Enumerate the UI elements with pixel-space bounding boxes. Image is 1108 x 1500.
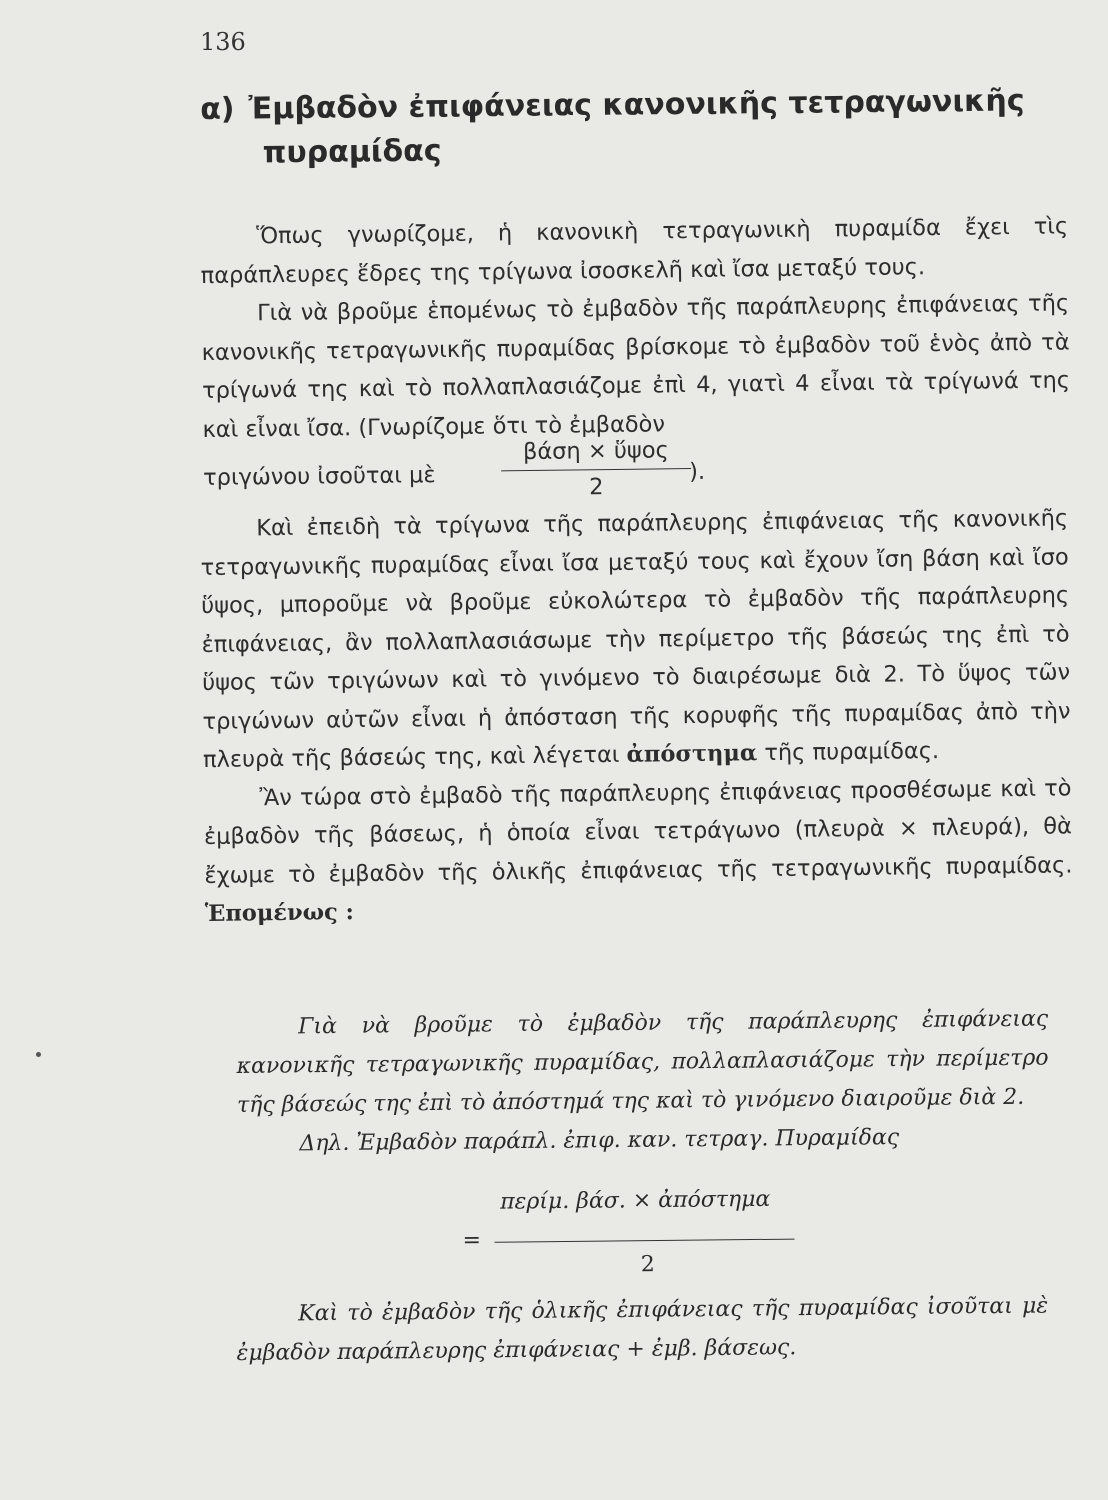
- body-block-2: [200, 499, 1073, 933]
- formula-denominator: 2: [640, 1252, 655, 1278]
- paragraph-3-text: Καὶ ἐπειδὴ τὰ τρίγωνα τῆς παράπλευρης ἐπιφάνειας τῆς κανονικῆς τετραγωνικῆς πυραμίδας εἶναι ἴσα μεταξύ τους καὶ ἔχουν ἴση βάση καὶ ἴσο ὕψος, μποροῦμε νὰ βροῦμε εὐκολώτερα τὸ ἐμβαδὸν τῆς παράπλευρης ἐπιφάνειας, ἂν πολλαπλασιάσωμε τὴν περίμετρο τῆς βάσεώς της ἐπὶ τὸ ὕψος τῶν τριγώνων καὶ τὸ γινόμενο τὸ διαιρέσωμε διὰ 2. Τὸ ὕψος τῶν τριγώνων αὐτῶν εἶναι ἡ ἀπόσταση τῆς κορυφῆς τῆς πυραμίδας ἀπὸ τὴν πλευρὰ τῆς βάσεώς της, καὶ λέγεται: [200, 505, 1071, 773]
- section-heading: [200, 79, 1061, 176]
- paragraph-3: [200, 499, 1071, 779]
- paragraph-4: [203, 769, 1073, 934]
- paragraph-2: Γιὰ νὰ βροῦμε ἑπομένως τὸ ἐμβαδὸν τῆς παράπλευρης ἐπιφάνειας τῆς κανονικῆς τετραγωνικῆς πυραμίδας βρίσκομε τὸ ἐμβαδὸν τοῦ ἑνὸς ἀπὸ τὰ τρίγωνά της καὶ τὸ πολλαπλασιάζομε ἐπὶ 4, γιατὶ 4 εἶναι τὰ τρίγωνά της καὶ εἶναι ἴσα. (Γνωρίζομε ὅτι τὸ ἐμβαδὸν: [201, 290, 1071, 443]
- heading-line-2: πυραμίδας: [262, 133, 442, 171]
- term-apostima: ἀπόστημα: [626, 740, 758, 768]
- fraction-numerator: βάση × ὕψος: [522, 437, 669, 466]
- rule-text: Γιὰ νὰ βροῦμε τὸ ἐμβαδὸν τῆς παράπλευρης ἐπιφάνειας κανονικῆς τετραγωνικῆς πυραμίδας, πολλαπλασιάζομε τὴν περίμετρο τῆς βάσεώς της ἐπὶ τὸ ἀπόστημά της καὶ τὸ γινόμενο διαιροῦμε διὰ 2.: [236, 1006, 1049, 1118]
- fraction-close: ).: [688, 458, 706, 486]
- fraction-denominator: 2: [588, 474, 604, 501]
- area-formula: [462, 1186, 811, 1290]
- section-marker: α): [200, 91, 235, 127]
- body-block-1: [200, 207, 1072, 515]
- paragraph-1: Ὅπως γνωρίζομε, ἡ κανονικὴ τετραγωνικὴ πυραμίδα ἔχει τὶς παράπλευρες ἕδρες της τρίγωνα ἰσοσκελῆ καὶ ἴσα μεταξύ τους.: [200, 213, 1069, 289]
- rule-block: [236, 999, 1050, 1163]
- formula-equals: =: [462, 1227, 482, 1254]
- formula-numerator: περίμ. βάσ. × ἀπόστημα: [499, 1186, 771, 1215]
- formula-label: Δηλ. Ἐμβαδὸν παράπλ. ἐπιφ. καν. τετραγ. Πυραμίδας: [299, 1125, 900, 1157]
- triangle-area-fraction: [501, 435, 692, 501]
- formula-bar: [495, 1239, 795, 1243]
- fraction-bar: [501, 468, 691, 471]
- scan-speck: [36, 1052, 41, 1057]
- triangle-area-lead: τριγώνου ἰσοῦται μὲ: [203, 462, 436, 491]
- page-number: 136: [200, 28, 246, 56]
- heading-line-1: Ἐμβαδὸν ἐπιφάνειας κανονικῆς τετραγωνικῆς: [248, 83, 1025, 127]
- paragraph-3-end: τῆς πυραμίδας.: [764, 737, 940, 767]
- paragraph-4-text: Ἂν τώρα στὸ ἐμβαδὸ τῆς παράπλευρης ἐπιφάνειας προσθέσωμε καὶ τὸ ἐμβαδὸν τῆς βάσεως, ἡ ὁποία εἶναι τετράγωνο (πλευρὰ × πλευρά), θὰ ἔχωμε τὸ ἐμβαδὸν τῆς ὁλικῆς ἐπιφάνειας τῆς τετραγωνικῆς πυραμίδας.: [203, 774, 1073, 889]
- term-epomenos: Ἑπομένως :: [204, 899, 355, 927]
- final-text: Καὶ τὸ ἐμβαδὸν τῆς ὁλικῆς ἐπιφάνειας τῆς πυραμίδας ἰσοῦται μὲ ἐμβαδὸν παράπλευρης ἐπιφάνειας + ἐμβ. βάσεως.: [236, 1293, 1049, 1366]
- final-block: [236, 1286, 1049, 1372]
